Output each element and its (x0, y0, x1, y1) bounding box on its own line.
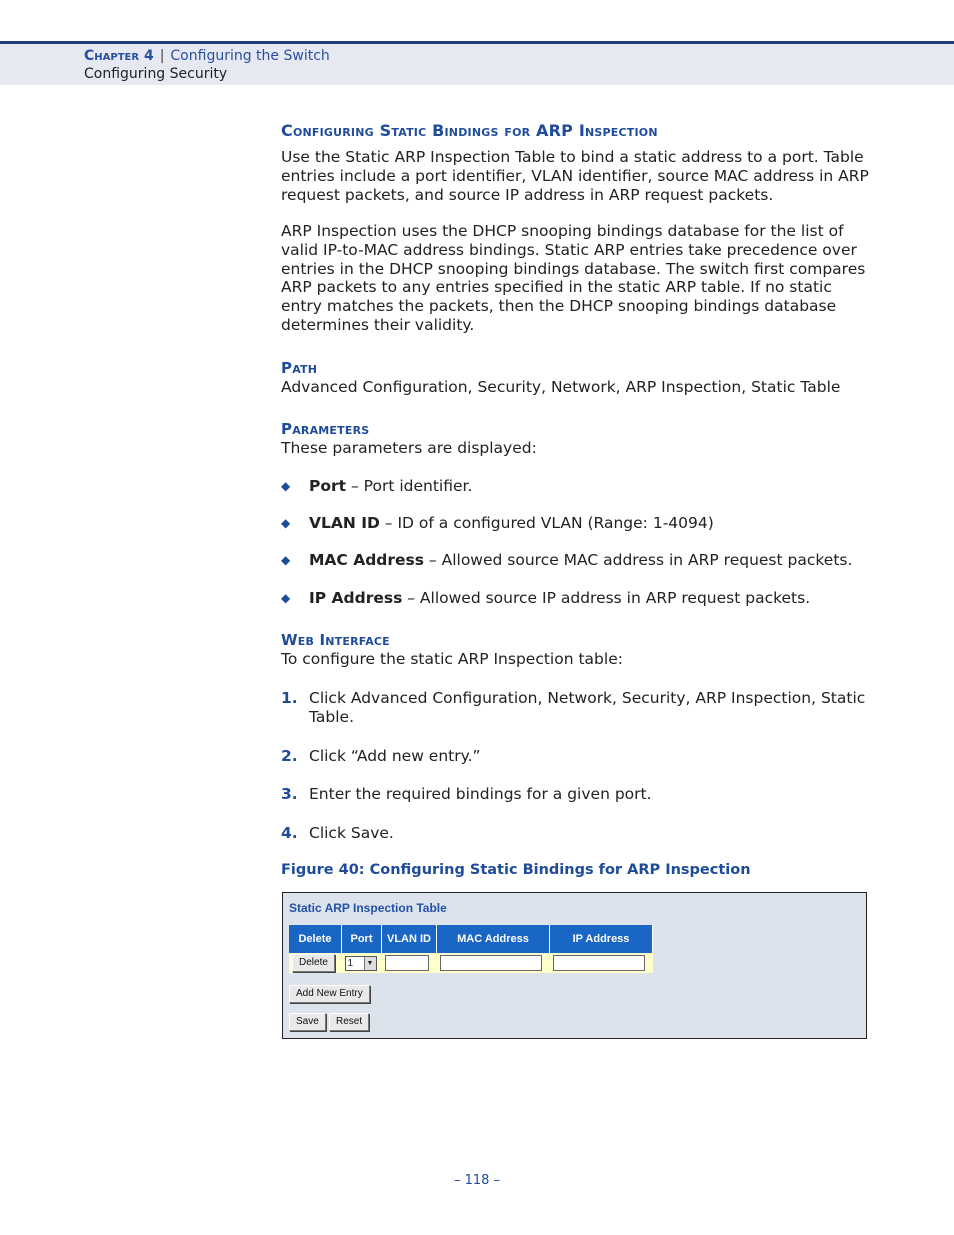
header-section: Configuring Security (84, 66, 228, 82)
intro-paragraph: Use the Static ARP Inspection Table to bind a static address to a port. Table entries include a port identifier, VLAN identifier, source MAC address in ARP request packets, and source IP address in ARP request packets. (281, 148, 869, 204)
parameters-heading: Parameters (281, 420, 370, 438)
static-arp-table (289, 925, 653, 973)
column-header-mac-address: MAC Address (437, 925, 550, 953)
web-interface-heading: Web Interface (281, 631, 390, 649)
port-cell (342, 953, 382, 973)
parameter-item: ◆ MAC Address – Allowed source MAC address in ARP request packets. (281, 551, 853, 569)
port-select[interactable] (345, 956, 377, 971)
step-item: 4. Click Save. (281, 824, 394, 842)
add-new-entry-button[interactable]: Add New Entry (289, 985, 370, 1003)
ip-address-input[interactable] (553, 955, 645, 971)
column-header-port: Port (342, 925, 382, 953)
reset-button[interactable]: Reset (329, 1013, 369, 1031)
step-item: 3. Enter the required bindings for a given port. (281, 785, 652, 803)
delete-button[interactable]: Delete (292, 954, 335, 972)
parameter-item: ◆ VLAN ID – ID of a configured VLAN (Range: 1-4094) (281, 514, 714, 532)
web-interface-intro: To configure the static ARP Inspection table: (281, 650, 623, 668)
diamond-bullet-icon: ◆ (281, 479, 291, 493)
header-chapter-line (84, 48, 330, 64)
table-row (289, 953, 653, 973)
mac-address-cell (437, 953, 550, 973)
page-header (0, 41, 954, 85)
step-item: 1. Click Advanced Configuration, Network, Security, ARP Inspection, Static Table. (281, 689, 866, 726)
page-number: – 118 – (453, 1173, 501, 1188)
vlan-id-input[interactable] (385, 955, 429, 971)
column-header-vlan-id: VLAN ID (382, 925, 437, 953)
parameter-item: ◆ Port – Port identifier. (281, 477, 473, 495)
column-header-delete: Delete (289, 925, 342, 953)
vlan-id-cell (382, 953, 437, 973)
mac-address-input[interactable] (440, 955, 542, 971)
diamond-bullet-icon: ◆ (281, 591, 291, 605)
static-arp-table-title: Static ARP Inspection Table (289, 901, 447, 915)
parameters-intro: These parameters are displayed: (281, 439, 537, 457)
arp-description-paragraph: ARP Inspection uses the DHCP snooping bindings database for the list of valid IP-to-MAC address bindings. Static ARP entries take precedence over entries in the DHCP snooping bindings database. The switch first compares ARP packets to any entries specified in the static ARP table. If no static entry matches the packets, then the DHCP snooping bindings database determines their validity. (281, 222, 866, 334)
path-heading: Path (281, 359, 318, 377)
save-button[interactable]: Save (289, 1013, 326, 1031)
section-title: Configuring Static Bindings for ARP Inspection (281, 121, 658, 140)
table-header-row (289, 925, 653, 953)
figure-screenshot (282, 892, 867, 1039)
chapter-title: Configuring the Switch (170, 48, 330, 64)
chapter-label: Chapter 4 (84, 48, 154, 64)
port-select-value: 1 (347, 957, 354, 969)
diamond-bullet-icon: ◆ (281, 516, 291, 530)
ip-address-cell (550, 953, 653, 973)
delete-cell (289, 953, 342, 973)
parameter-item: ◆ IP Address – Allowed source IP address in ARP request packets. (281, 589, 811, 607)
chevron-down-icon[interactable]: ▼ (364, 957, 376, 970)
header-separator: | (159, 48, 165, 64)
column-header-ip-address: IP Address (550, 925, 653, 953)
diamond-bullet-icon: ◆ (281, 553, 291, 567)
path-text: Advanced Configuration, Security, Network, ARP Inspection, Static Table (281, 378, 841, 396)
step-item: 2. Click “Add new entry.” (281, 747, 481, 765)
figure-caption: Figure 40: Configuring Static Bindings for ARP Inspection (281, 862, 751, 878)
